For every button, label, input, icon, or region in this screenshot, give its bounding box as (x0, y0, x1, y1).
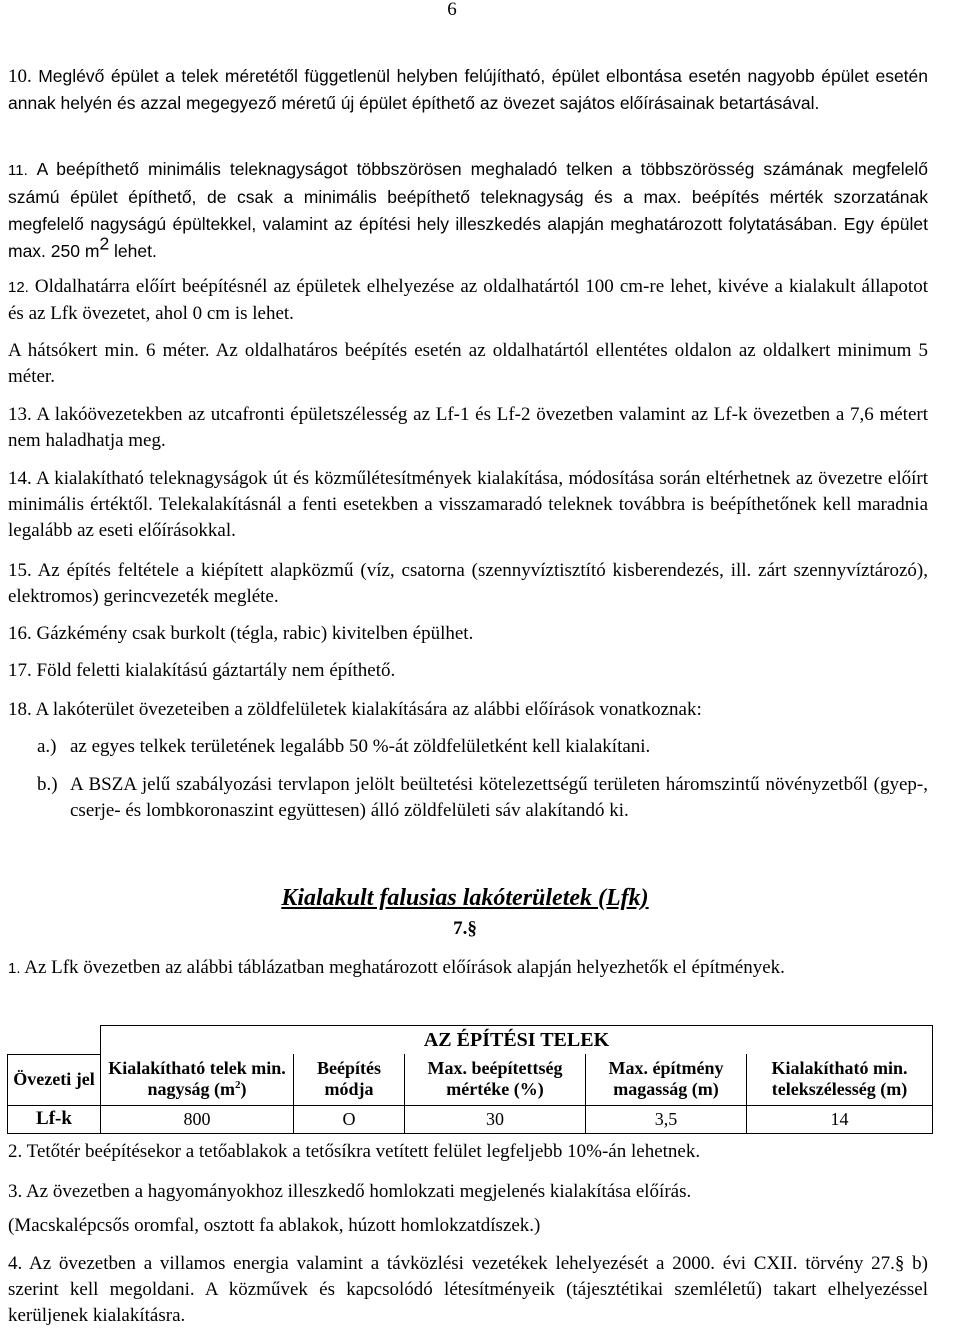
paragraph-text: Az övezetben a hagyományokhoz illeszkedő homlokzati megjelenés kialakítása előírás. (25, 1181, 692, 1202)
paragraph-14 (8, 466, 928, 544)
paragraph-12-continued (8, 338, 928, 390)
paragraph-text: A kialakítható teleknagyságok út és közműlétesítmények kialakítása, módosítása során eltérhetnek az övezetre előírt minimális értéktől. Telekalakításnál a fenti esetekben a visszamaradó teleknek továbbra is beépíthetőnek kell maradnia legalább az eseti előírásokkal. (8, 468, 928, 541)
paragraph-17 (8, 658, 928, 684)
section7-paragraph-2 (8, 1139, 928, 1165)
section7-paragraph-4 (8, 1251, 928, 1329)
paragraph-number: 4. (8, 1253, 23, 1274)
table-corner (8, 1026, 101, 1055)
superscript: 2 (235, 1079, 241, 1092)
section-number: 7.§ (453, 918, 477, 939)
paragraph-number: 12. (8, 279, 29, 296)
paragraph-number: 14. (8, 468, 32, 489)
paragraph-18-a (37, 734, 928, 760)
paragraph-number: 18. (8, 699, 32, 720)
paragraph-number: 15. (8, 560, 32, 581)
cell-min-plot-size: 800 (101, 1105, 294, 1133)
paragraph-text: Az Lfk övezetben az alábbi táblázatban meghatározott előírások alapján helyezhetők el építmények. (24, 957, 785, 978)
header-text: Kialakítható telek min. nagyság (m (108, 1058, 286, 1100)
paragraph-text: Az övezetben a villamos energia valamint a távközlési vezetékek lehelyezését a 2000. évi CXII. törvény 27.§ b) szerint kell megoldani. A közművek és kapcsolódó létesítményeik (tájesztétikai szemléletű) takart elhelyezéssel kerüljenek kialakításra. (8, 1253, 928, 1326)
paragraph-text: Föld feletti kialakítású gáztartály nem építhető. (36, 660, 396, 681)
header-building-mode: Beépítés módja (294, 1054, 405, 1105)
paragraph-text: (Macskalépcsős oromfal, osztott fa ablakok, húzott homlokzatdíszek.) (8, 1215, 541, 1236)
paragraph-text: A lakóövezetekben az utcafronti épületszélesség az Lf-1 és Lf-2 övezetben valamint az Lf-k övezetben a 7,6 métert nem haladhatja meg. (8, 404, 929, 451)
paragraph-text: A hátsókert min. 6 méter. Az oldalhatáros beépítés esetén az oldalhatártól ellentétes oldalon az oldalkert minimum 5 méter. (8, 340, 928, 387)
item-text: A BSZA jelű szabályozási tervlapon jelölt beültetési kötelezettségű területen háromszintű növényzetből (gyep-, cserje- és lombkoronaszint együttesen) álló zöldfelületi sáv alakítandó ki. (70, 774, 928, 821)
cell-max-height: 3,5 (586, 1105, 747, 1133)
paragraph-11 (8, 156, 928, 265)
section7-paragraph-3 (8, 1179, 928, 1205)
paragraph-10 (8, 63, 928, 117)
header-max-coverage: Max. beépítettség mértéke (%) (405, 1054, 586, 1105)
section7-paragraph-1 (8, 955, 928, 982)
header-min-plot-width: Kialakítható min. telekszélesség (m) (747, 1054, 933, 1105)
paragraph-number: 1. (8, 960, 21, 977)
cell-max-coverage: 30 (405, 1105, 586, 1133)
cell-building-mode: O (294, 1105, 405, 1133)
paragraph-16 (8, 621, 928, 647)
paragraph-text: Oldalhatárra előírt beépítésnél az épületek elhelyezése az oldalhatártól 100 cm-re lehet, kivéve a kialakult állapotot és az Lfk övezetet, ahol 0 cm is lehet. (8, 276, 928, 324)
paragraph-18 (8, 697, 928, 723)
paragraph-text: Gázkémény csak burkolt (tégla, rabic) kivitelben épülhet. (36, 623, 474, 644)
paragraph-text: Tetőtér beépítésekor a tetőablakok a tetősíkra vetített felület legfeljebb 10%-án lehetnek. (26, 1141, 701, 1162)
section7-paragraph-3-continued (8, 1213, 928, 1239)
page-number: 6 (447, 0, 457, 20)
paragraph-text-end: lehet. (109, 241, 157, 261)
paragraph-18-b (37, 772, 928, 824)
paragraph-text: Az építés feltétele a kiépített alapközmű (víz, csatorna (szennyvíztisztító kisberendezés, ill. zárt szennyvíztározó), elektromos) gerincvezeték megléte. (8, 560, 928, 607)
building-plot-table (7, 1025, 933, 1134)
paragraph-text: Meglévő épület a telek méretétől függetlenül helyben felújítható, épület elbontása esetén nagyobb épület esetén annak helyén és azzal megegyező méretű új épület építhető az övezet sajátos előírásainak betartásával. (8, 66, 929, 113)
paragraph-number: 13. (8, 404, 32, 425)
header-max-height: Max. építmény magasság (m) (586, 1054, 747, 1105)
item-label: b.) (37, 774, 58, 795)
item-text: az egyes telkek területének legalább 50 %-át zöldfelületként kell kialakítani. (70, 736, 651, 757)
paragraph-number: 10. (8, 66, 32, 87)
paragraph-number: 17. (8, 660, 32, 681)
paragraph-number: 11. (8, 162, 28, 179)
item-label: a.) (37, 736, 57, 757)
header-min-plot-size (101, 1054, 294, 1105)
table-title: AZ ÉPÍTÉSI TELEK (101, 1026, 933, 1055)
superscript: 2 (99, 233, 110, 254)
paragraph-number: 3. (8, 1181, 23, 1202)
table-row (8, 1105, 933, 1133)
cell-zone-code: Lf-k (8, 1105, 101, 1133)
paragraph-text: A lakóterület övezeteiben a zöldfelületek kialakítására az alábbi előírások vonatkoznak: (35, 699, 702, 720)
cell-min-plot-width: 14 (747, 1105, 933, 1133)
paragraph-number: 2. (8, 1141, 23, 1162)
header-zone-code: Övezeti jel (8, 1054, 101, 1105)
paragraph-12 (8, 274, 928, 327)
paragraph-text: A beépíthető minimális teleknagyságot többszörösen meghaladó telken a többszörösség számának megfelelő számú épület építhető, de csak a minimális beépíthető teleknagyság és a max. beépítés mérték szorzatának megfelelő nagyságú épültekkel, valamint az építési hely illeszkedés alapján meghatározott folytatásában. Egy épület max. 250 m (8, 159, 928, 261)
section-heading: Kialakult falusias lakóterületek (Lfk) (281, 885, 649, 911)
paragraph-13 (8, 402, 928, 454)
header-text-end: ) (240, 1079, 247, 1100)
paragraph-15 (8, 558, 928, 610)
paragraph-number: 16. (8, 623, 32, 644)
